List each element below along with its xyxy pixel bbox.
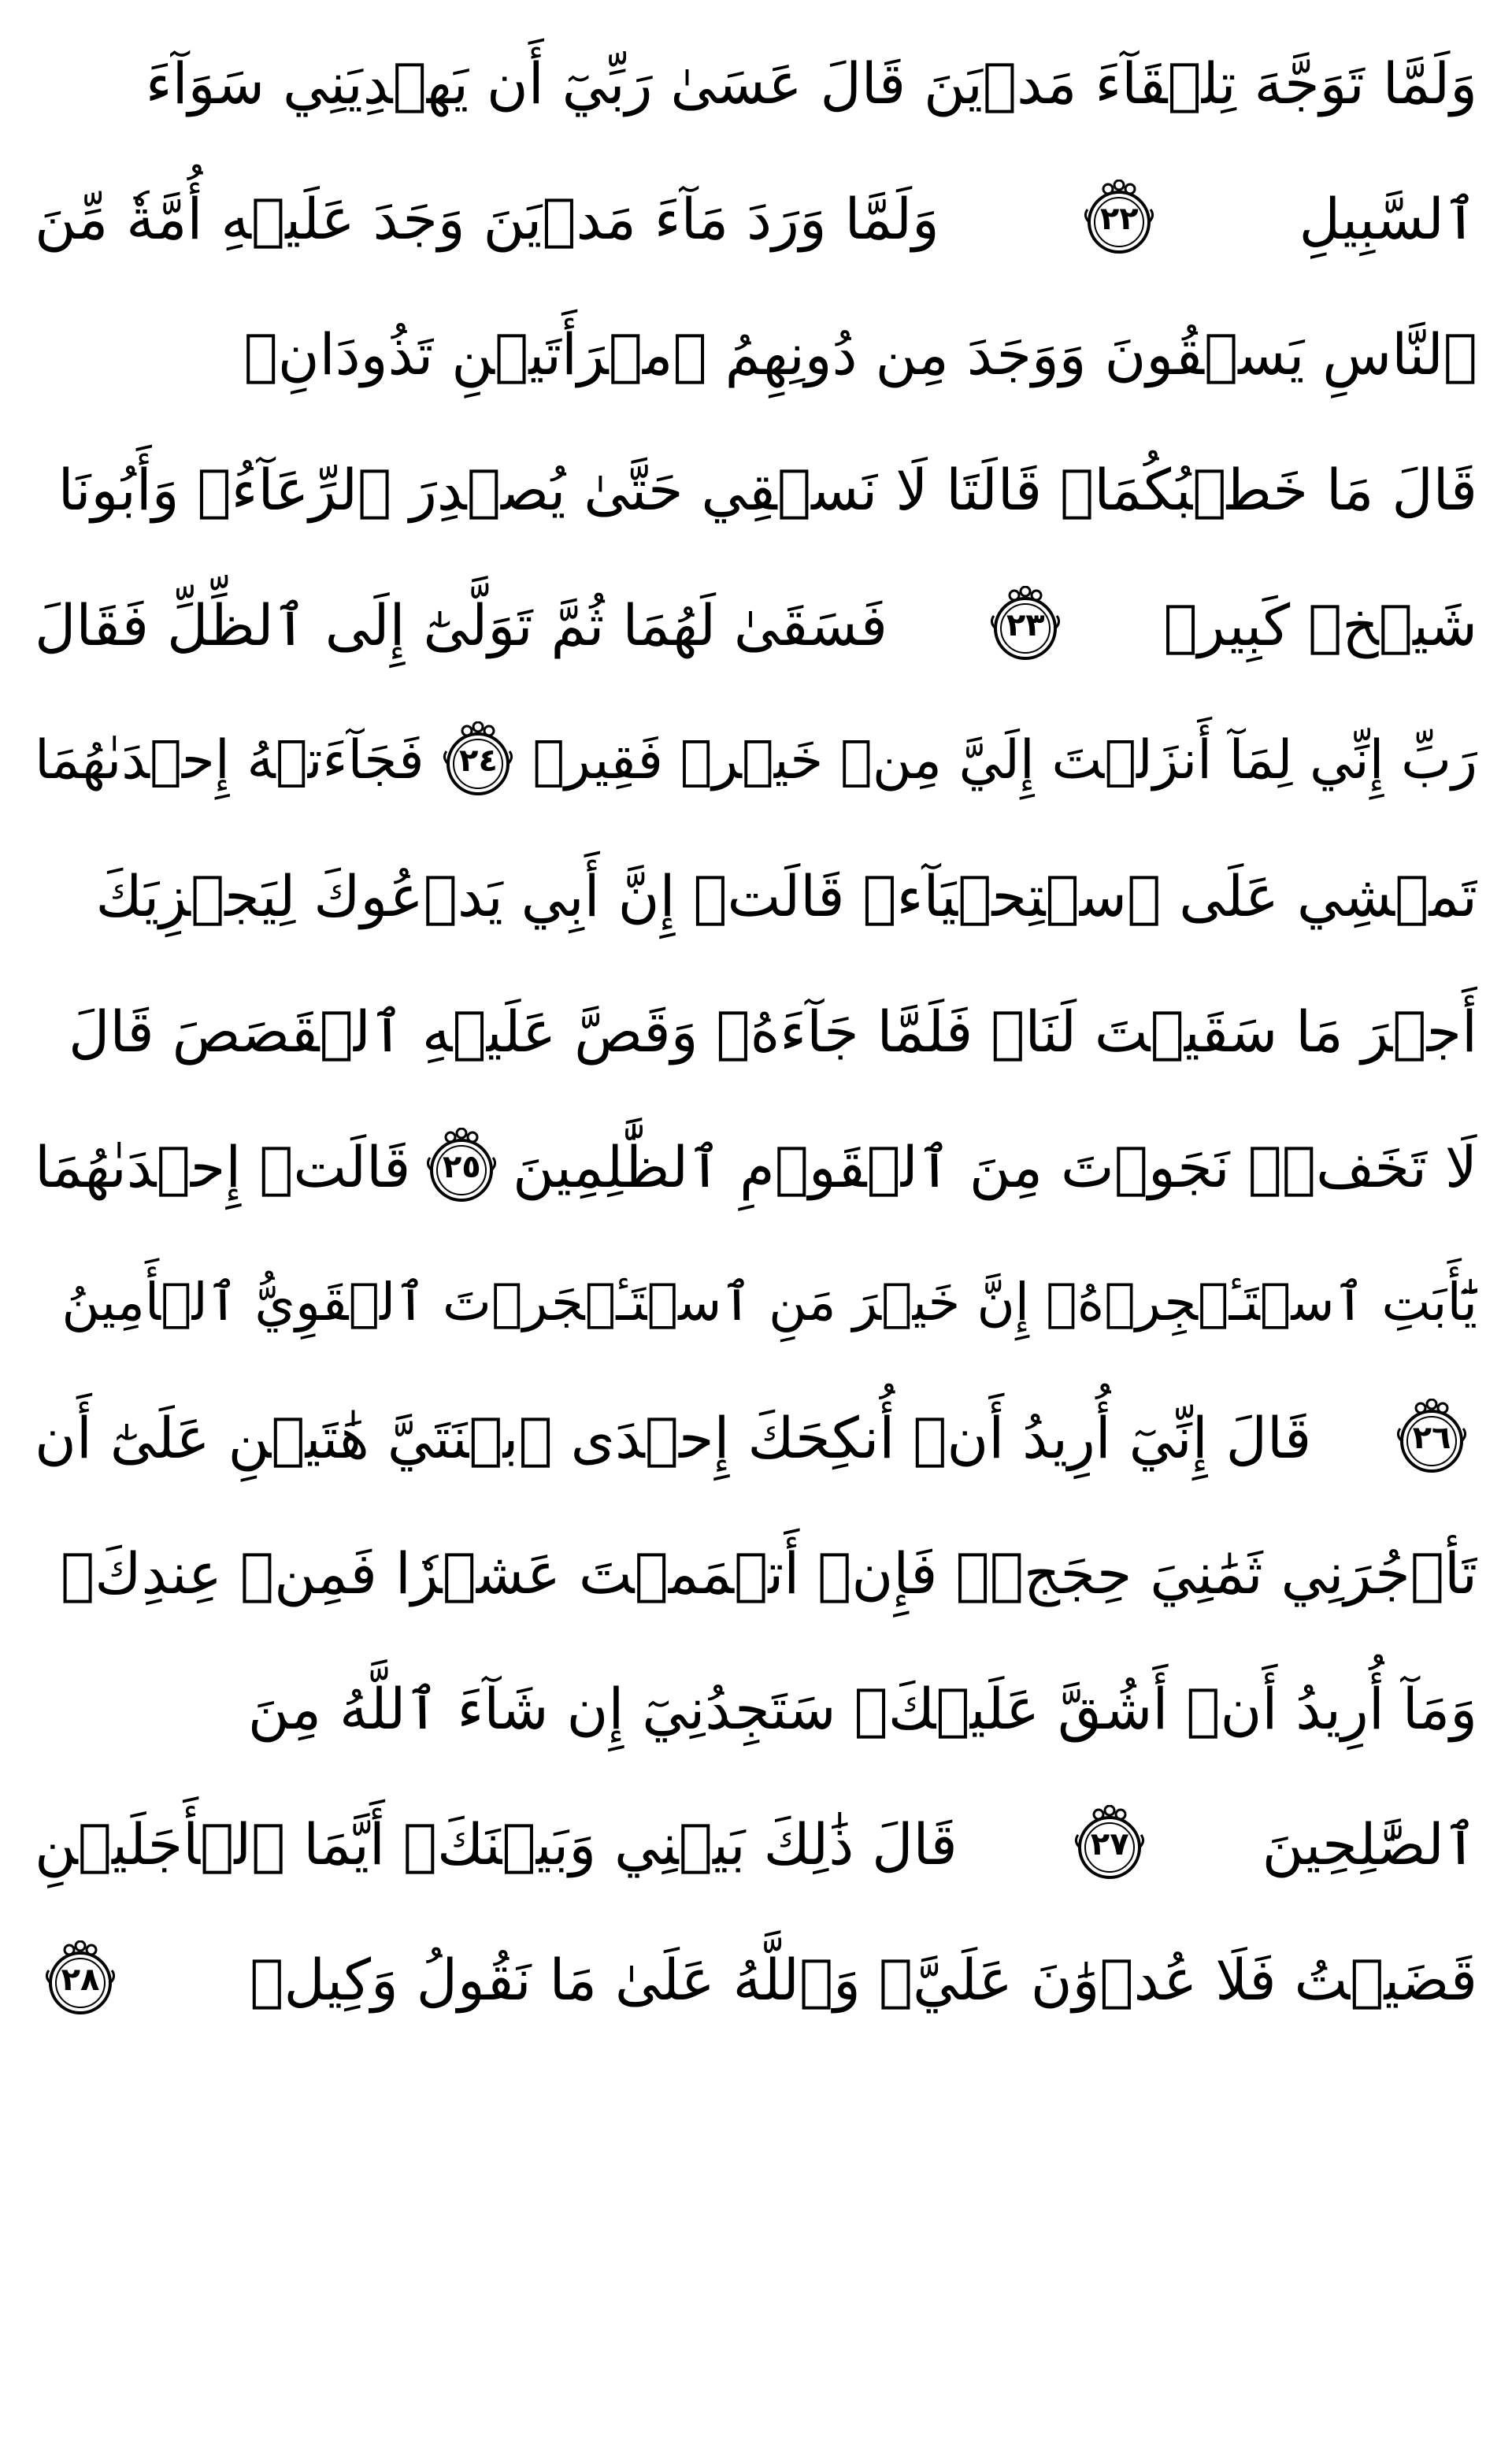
- verse-lines: [35, 16, 1477, 2048]
- verse-text: لَا تَخَفۡۖ نَجَوۡتَ مِنَ ٱلۡقَوۡمِ ٱلظَّٰلِمِينَ: [513, 1134, 1477, 1200]
- verse-end-marker: [983, 586, 1068, 665]
- verse-line: [35, 1777, 1477, 1912]
- verse-end-marker: [1067, 1805, 1152, 1884]
- verse-line: [35, 151, 1477, 287]
- verse-text: تَمۡشِي عَلَى ٱسۡتِحۡيَآءٖ قَالَتۡ إِنَّ أَبِي يَدۡعُوكَ لِيَجۡزِيَكَ: [95, 863, 1477, 929]
- verse-line: [35, 1370, 1477, 1506]
- verse-text: وَلَمَّا تَوَجَّهَ تِلۡقَآءَ مَدۡيَنَ قَالَ عَسَىٰ رَبِّيٓ أَن يَهۡدِيَنِي سَوَآءَ: [145, 50, 1477, 117]
- verse-number: ٢٦: [1412, 1420, 1451, 1456]
- verse-text: وَلَمَّا وَرَدَ مَآءَ مَدۡيَنَ وَجَدَ عَلَيۡهِ أُمَّةٗ مِّنَ: [35, 186, 939, 252]
- verse-number: ٢٣: [1006, 607, 1045, 643]
- verse-line: [35, 964, 1477, 1099]
- verse-text: أَجۡرَ مَا سَقَيۡتَ لَنَاۚ فَلَمَّا جَآءَهُۥ وَقَصَّ عَلَيۡهِ ٱلۡقَصَصَ قَالَ: [69, 999, 1477, 1065]
- verse-number: ٢٢: [1099, 201, 1139, 237]
- verse-line: [35, 287, 1477, 422]
- verse-number: ٢٥: [442, 1149, 481, 1185]
- verse-text: قَالَتۡ إِحۡدَىٰهُمَا: [35, 1134, 411, 1200]
- verse-text: قَالَ إِنِّيٓ أُرِيدُ أَنۡ أُنكِحَكَ إِحۡدَى ٱبۡنَتَيَّ هَٰتَيۡنِ عَلَىٰٓ أَن: [35, 1405, 1312, 1471]
- verse-line: [35, 16, 1477, 151]
- verse-line: [35, 1235, 1477, 1370]
- verse-text: ٱلنَّاسِ يَسۡقُونَ وَوَجَدَ مِن دُونِهِمُ ٱمۡرَأَتَيۡنِ تَذُودَانِۖ: [243, 321, 1477, 387]
- verse-line: [35, 422, 1477, 558]
- verse-text: شَيۡخٞ كَبِيرٞ: [1163, 592, 1477, 658]
- verse-number: ٢٨: [61, 1962, 100, 1998]
- verse-end-marker: [1077, 180, 1162, 258]
- verse-text: فَجَآءَتۡهُ إِحۡدَىٰهُمَا: [35, 729, 424, 791]
- verse-line: [35, 1099, 1477, 1235]
- verse-line: [35, 1912, 1477, 2048]
- verse-end-marker: [1389, 1399, 1474, 1477]
- verse-text: تَأۡجُرَنِي ثَمَٰنِيَ حِجَجٖۖ فَإِنۡ أَتۡمَمۡتَ عَشۡرٗا فَمِنۡ عِندِكَۖ: [60, 1540, 1477, 1607]
- verse-line: [35, 828, 1477, 964]
- verse-line: [35, 558, 1477, 693]
- verse-number: ٢٤: [459, 743, 498, 779]
- verse-line: [35, 1506, 1477, 1641]
- verse-text: قَضَيۡتُ فَلَا عُدۡوَٰنَ عَلَيَّۖ وَٱللَّهُ عَلَىٰ مَا نَقُولُ وَكِيلٞ: [250, 1947, 1477, 2013]
- verse-text: قَالَ مَا خَطۡبُكُمَاۖ قَالَتَا لَا نَسۡقِي حَتَّىٰ يُصۡدِرَ ٱلرِّعَآءُۖ وَأَبُونَا: [57, 457, 1477, 523]
- verse-end-marker: [419, 1128, 504, 1206]
- verse-end-marker: [435, 721, 521, 800]
- verse-text: ٱلصَّٰلِحِينَ: [1262, 1811, 1477, 1877]
- verse-end-marker: [38, 1940, 123, 2019]
- verse-line: [35, 1641, 1477, 1777]
- verse-text: ٱلسَّبِيلِ: [1299, 186, 1477, 252]
- verse-text: رَبِّ إِنِّي لِمَآ أَنزَلۡتَ إِلَيَّ مِنۡ خَيۡرٖ فَقِيرٞ: [532, 729, 1477, 791]
- verse-text: يَٰٓأَبَتِ ٱسۡتَـٔۡجِرۡهُۖ إِنَّ خَيۡرَ مَنِ ٱسۡتَـٔۡجَرۡتَ ٱلۡقَوِيُّ ٱلۡأَمِينُ: [61, 1272, 1477, 1332]
- verse-line: [35, 693, 1477, 828]
- verse-text: قَالَ ذَٰلِكَ بَيۡنِي وَبَيۡنَكَۖ أَيَّمَا ٱلۡأَجَلَيۡنِ: [35, 1811, 958, 1877]
- verse-text: وَمَآ أُرِيدُ أَنۡ أَشُقَّ عَلَيۡكَۚ سَتَجِدُنِيٓ إِن شَآءَ ٱللَّهُ مِنَ: [247, 1676, 1477, 1742]
- verse-text: فَسَقَىٰ لَهُمَا ثُمَّ تَوَلَّىٰٓ إِلَى ٱلظِّلِّ فَقَالَ: [35, 592, 888, 658]
- verse-number: ٢٧: [1090, 1826, 1129, 1862]
